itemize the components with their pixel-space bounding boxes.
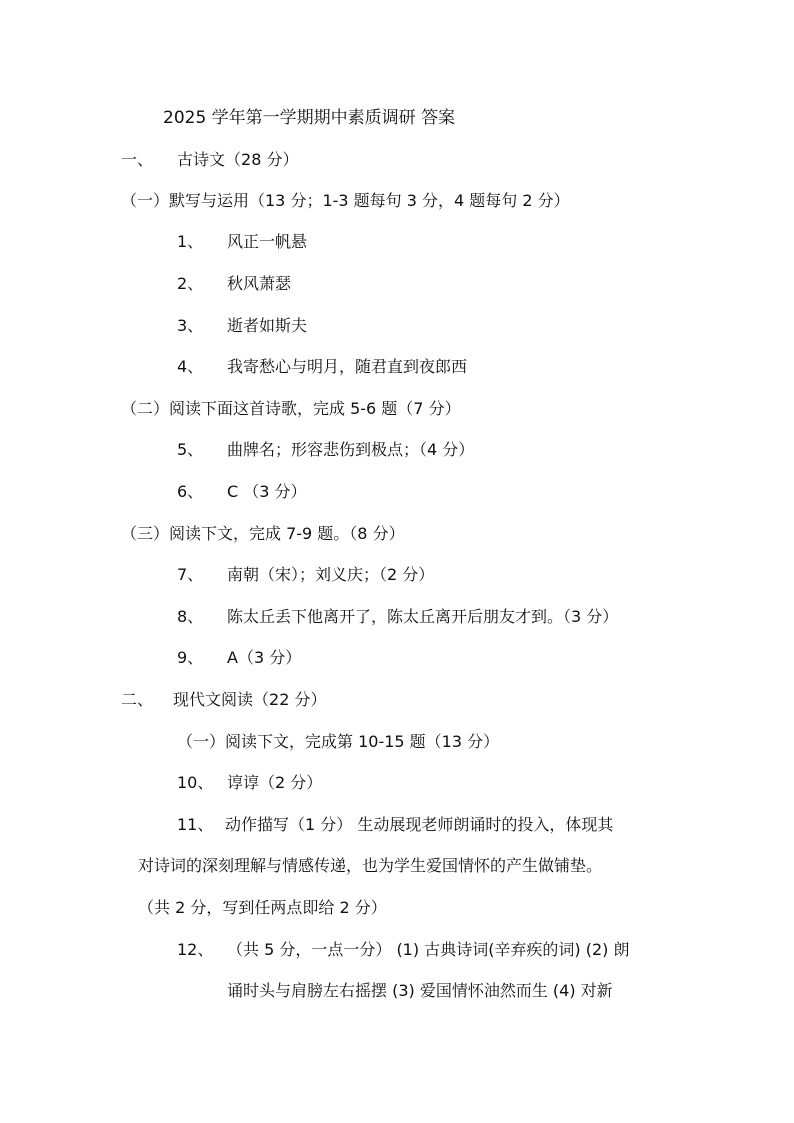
answer-item <box>177 439 474 461</box>
item-number: 3、 <box>177 316 204 335</box>
part-heading: （二）阅读下面这首诗歌，完成 5-6 题（7 分） <box>121 399 461 418</box>
part-heading: （三）阅读下文，完成 7-9 题。（8 分） <box>121 524 405 543</box>
document-title: 2025 学年第一学期期中素质调研 答案 <box>163 108 456 128</box>
item-number: 5、 <box>177 440 204 459</box>
item-number: 6、 <box>177 482 204 501</box>
item-answer: 南朝（宋）；刘义庆；（2 分） <box>227 565 435 584</box>
item-number: 7、 <box>177 565 204 584</box>
section-label: 古诗文（28 分） <box>177 150 299 169</box>
answer-item <box>177 564 434 586</box>
item-number: 2、 <box>177 274 204 293</box>
item-number: 8、 <box>177 607 204 626</box>
answer-item <box>177 772 322 794</box>
item-answer: 陈太丘丢下他离开了，陈太丘离开后朋友才到。（3 分） <box>227 607 619 626</box>
item-answer: 谆谆（2 分） <box>227 773 323 792</box>
item-answer-line: 动作描写（1 分） 生动展现老师朗诵时的投入，体现其 <box>225 815 614 834</box>
answer-item <box>177 647 301 669</box>
item-answer: 我寄愁心与明月，随君直到夜郎西 <box>227 357 468 376</box>
item-answer: 逝者如斯夫 <box>227 316 308 335</box>
item-answer: 曲牌名；形容悲伤到极点；（4 分） <box>227 440 475 459</box>
item-number: 4、 <box>177 357 204 376</box>
item-answer: A（3 分） <box>227 648 302 667</box>
section-number: 二、 <box>121 690 154 709</box>
section-label: 现代文阅读（22 分） <box>173 690 327 709</box>
answer-item <box>177 939 630 961</box>
answer-item <box>177 481 307 503</box>
item-number: 11、 <box>177 815 214 834</box>
item-number: 9、 <box>177 648 204 667</box>
item-answer-line: （共 5 分，一点一分） (1) 古典诗词(辛弃疾的词) (2) 朗 <box>227 940 630 959</box>
section-heading-2 <box>121 689 326 711</box>
item-answer-line: （共 2 分，写到任两点即给 2 分） <box>138 898 387 917</box>
section-heading-1 <box>121 149 298 171</box>
item-answer-line: 诵时头与肩膀左右摇摆 (3) 爱国情怀油然而生 (4) 对新 <box>227 981 613 1000</box>
section-number: 一、 <box>121 150 154 169</box>
item-answer: C （3 分） <box>227 482 307 501</box>
item-answer: 风正一帆悬 <box>227 232 308 251</box>
answer-item <box>177 814 613 836</box>
item-answer-line: 对诗词的深刻理解与情感传递，也为学生爱国情怀的产生做铺垫。 <box>138 856 603 875</box>
item-number: 12、 <box>177 940 214 959</box>
answer-item <box>177 273 291 295</box>
answer-item <box>177 356 467 378</box>
answer-item <box>177 231 307 253</box>
item-answer: 秋风萧瑟 <box>227 274 292 293</box>
answer-item <box>177 315 307 337</box>
item-number: 10、 <box>177 773 214 792</box>
part-heading: （一）阅读下文，完成第 10-15 题（13 分） <box>177 732 500 751</box>
answer-item <box>177 606 618 628</box>
part-heading: （一）默写与运用（13 分；1-3 题每句 3 分，4 题每句 2 分） <box>121 191 570 210</box>
item-number: 1、 <box>177 232 204 251</box>
